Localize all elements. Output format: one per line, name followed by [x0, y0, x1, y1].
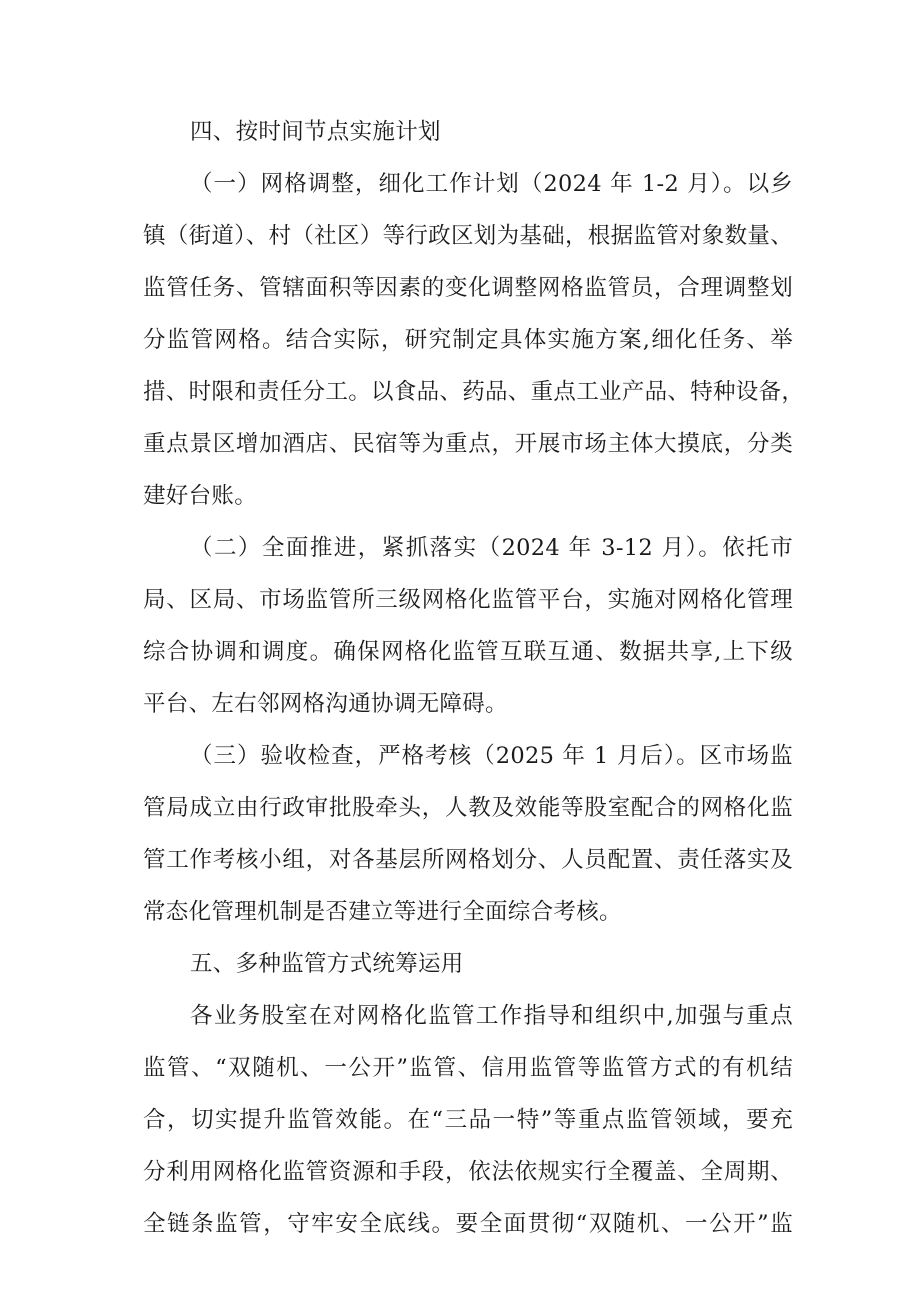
paragraph-line: 分利用网格化监管资源和手段，依法依规实行全覆盖、全周期、	[143, 1159, 793, 1185]
paragraph-line: 平台、左右邻网格沟通协调无障碍。	[143, 691, 508, 717]
paragraph-line: 镇（街道）、村（社区）等行政区划为基础，根据监管对象数量、	[143, 223, 793, 249]
paragraph-line: 监管任务、管辖面积等因素的变化调整网格监管员，合理调整划	[143, 275, 793, 301]
paragraph-line: 局、区局、市场监管所三级网格化监管平台，实施对网格化管理	[143, 587, 793, 613]
paragraph-line: （二）全面推进，紧抓落实（2024 年 3-12 月）。依托市	[190, 535, 793, 561]
section-heading-4: 四、按时间节点实施计划	[190, 119, 441, 145]
paragraph-line: 管局成立由行政审批股牵头，人教及效能等股室配合的网格化监	[143, 795, 793, 821]
paragraph-line: 监管、“双随机、一公开”监管、信用监管等监管方式的有机结	[143, 1055, 793, 1081]
paragraph-line: （一）网格调整，细化工作计划（2024 年 1-2 月）。以乡	[190, 171, 793, 197]
paragraph-line: 措、时限和责任分工。以食品、药品、重点工业产品、特种设备，	[143, 379, 805, 405]
paragraph-line: 全链条监管，守牢安全底线。要全面贯彻“双随机、一公开”监	[143, 1211, 793, 1237]
paragraph-line: 管工作考核小组，对各基层所网格划分、人员配置、责任落实及	[143, 847, 793, 873]
paragraph-line: 建好台账。	[143, 483, 258, 509]
section-heading-5: 五、多种监管方式统筹运用	[190, 951, 464, 977]
paragraph-line: （三）验收检查，严格考核（2025 年 1 月后）。区市场监	[190, 743, 793, 769]
paragraph-line: 常态化管理机制是否建立等进行全面综合考核。	[143, 899, 622, 925]
paragraph-line: 合，切实提升监管效能。在“三品一特”等重点监管领域，要充	[143, 1107, 793, 1133]
paragraph-line: 重点景区增加酒店、民宿等为重点，开展市场主体大摸底，分类	[143, 431, 793, 457]
paragraph-line: 分监管网格。结合实际，研究制定具体实施方案,细化任务、举	[143, 327, 793, 353]
paragraph-line: 各业务股室在对网格化监管工作指导和组织中,加强与重点	[190, 1003, 793, 1029]
paragraph-line: 综合协调和调度。确保网格化监管互联互通、数据共享,上下级	[143, 639, 793, 665]
